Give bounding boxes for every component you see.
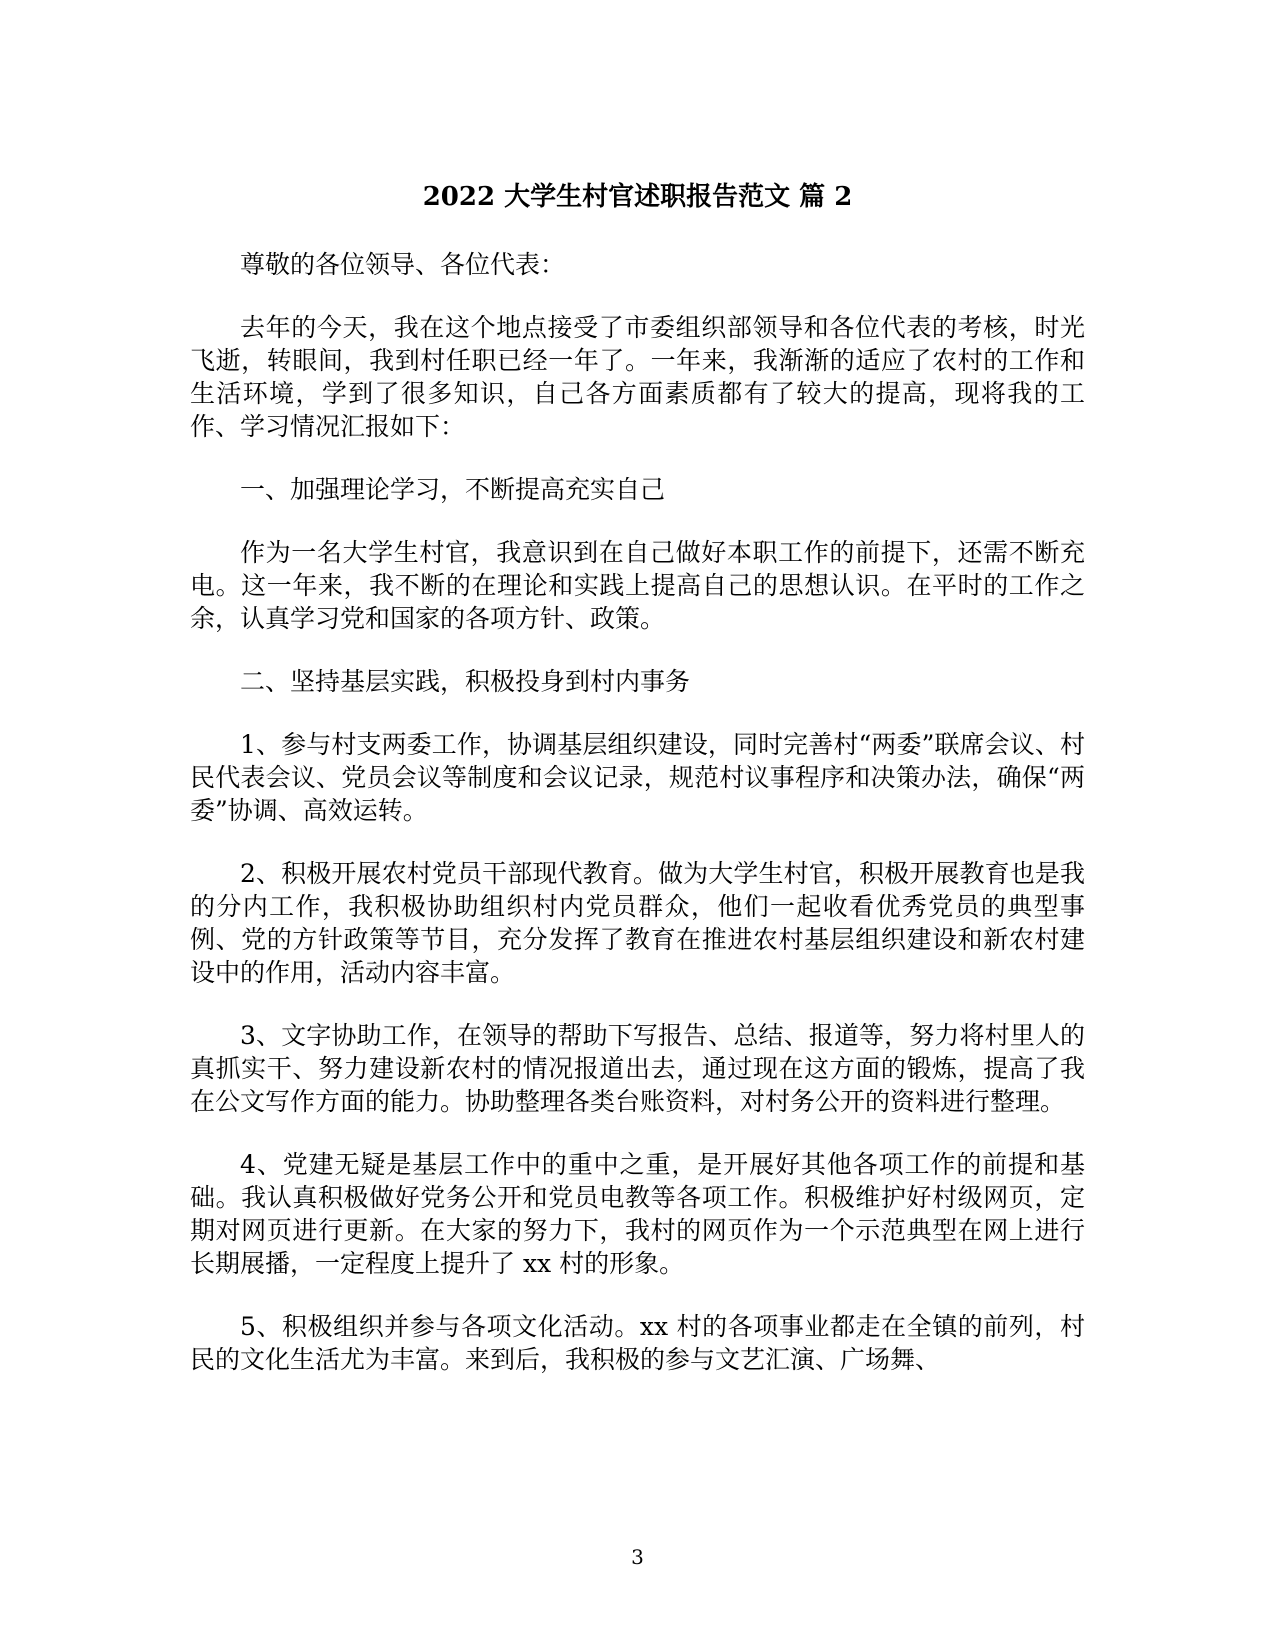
page-number: 3 (631, 1545, 644, 1569)
section-1-paragraph: 作为一名大学生村官，我意识到在自己做好本职工作的前提下，还需不断充电。这一年来，我不断的在理论和实践上提高自己的思想认识。在平时的工作之余，认真学习党和国家的各项方针、政策。 (190, 538, 1085, 633)
intro-paragraph: 去年的今天，我在这个地点接受了市委组织部领导和各位代表的考核，时光飞逝，转眼间，我到村任职已经一年了。一年来，我渐渐的适应了农村的工作和生活环境，学到了很多知识，自己各方面素质都有了较大的提高，现将我的工作、学习情况汇报如下： (190, 313, 1085, 441)
list-item-4: 4、党建无疑是基层工作中的重中之重，是开展好其他各项工作的前提和基础。我认真积极做好党务公开和党员电教等各项工作。积极维护好村级网页，定期对网页进行更新。在大家的努力下，我村的网页作为一个示范典型在网上进行长期展播，一定程度上提升了 xx 村的形象。 (190, 1150, 1085, 1278)
list-item-2: 2、积极开展农村党员干部现代教育。做为大学生村官，积极开展教育也是我的分内工作，我积极协助组织村内党员群众，他们一起收看优秀党员的典型事例、党的方针政策等节目，充分发挥了教育在推进农村基层组织建设和新农村建设中的作用，活动内容丰富。 (190, 859, 1085, 987)
list-item-5: 5、积极组织并参与各项文化活动。xx 村的各项事业都走在全镇的前列，村民的文化生活尤为丰富。来到后，我积极的参与文艺汇演、广场舞、 (190, 1312, 1085, 1374)
document-title: 2022 大学生村官述职报告范文 篇 2 (422, 182, 853, 212)
section-heading-2: 二、坚持基层实践，积极投身到村内事务 (240, 667, 691, 696)
section-heading-1: 一、加强理论学习，不断提高充实自己 (240, 475, 666, 504)
salutation-paragraph: 尊敬的各位领导、各位代表： (240, 250, 566, 279)
list-item-1: 1、参与村支两委工作，协调基层组织建设，同时完善村“两委”联席会议、村民代表会议、党员会议等制度和会议记录，规范村议事程序和决策办法，确保“两委”协调、高效运转。 (190, 730, 1085, 825)
list-item-3: 3、文字协助工作，在领导的帮助下写报告、总结、报道等，努力将村里人的真抓实干、努力建设新农村的情况报道出去，通过现在这方面的锻炼，提高了我在公文写作方面的能力。协助整理各类台账资料，对村务公开的资料进行整理。 (190, 1021, 1085, 1116)
document-body (190, 248, 1085, 1406)
